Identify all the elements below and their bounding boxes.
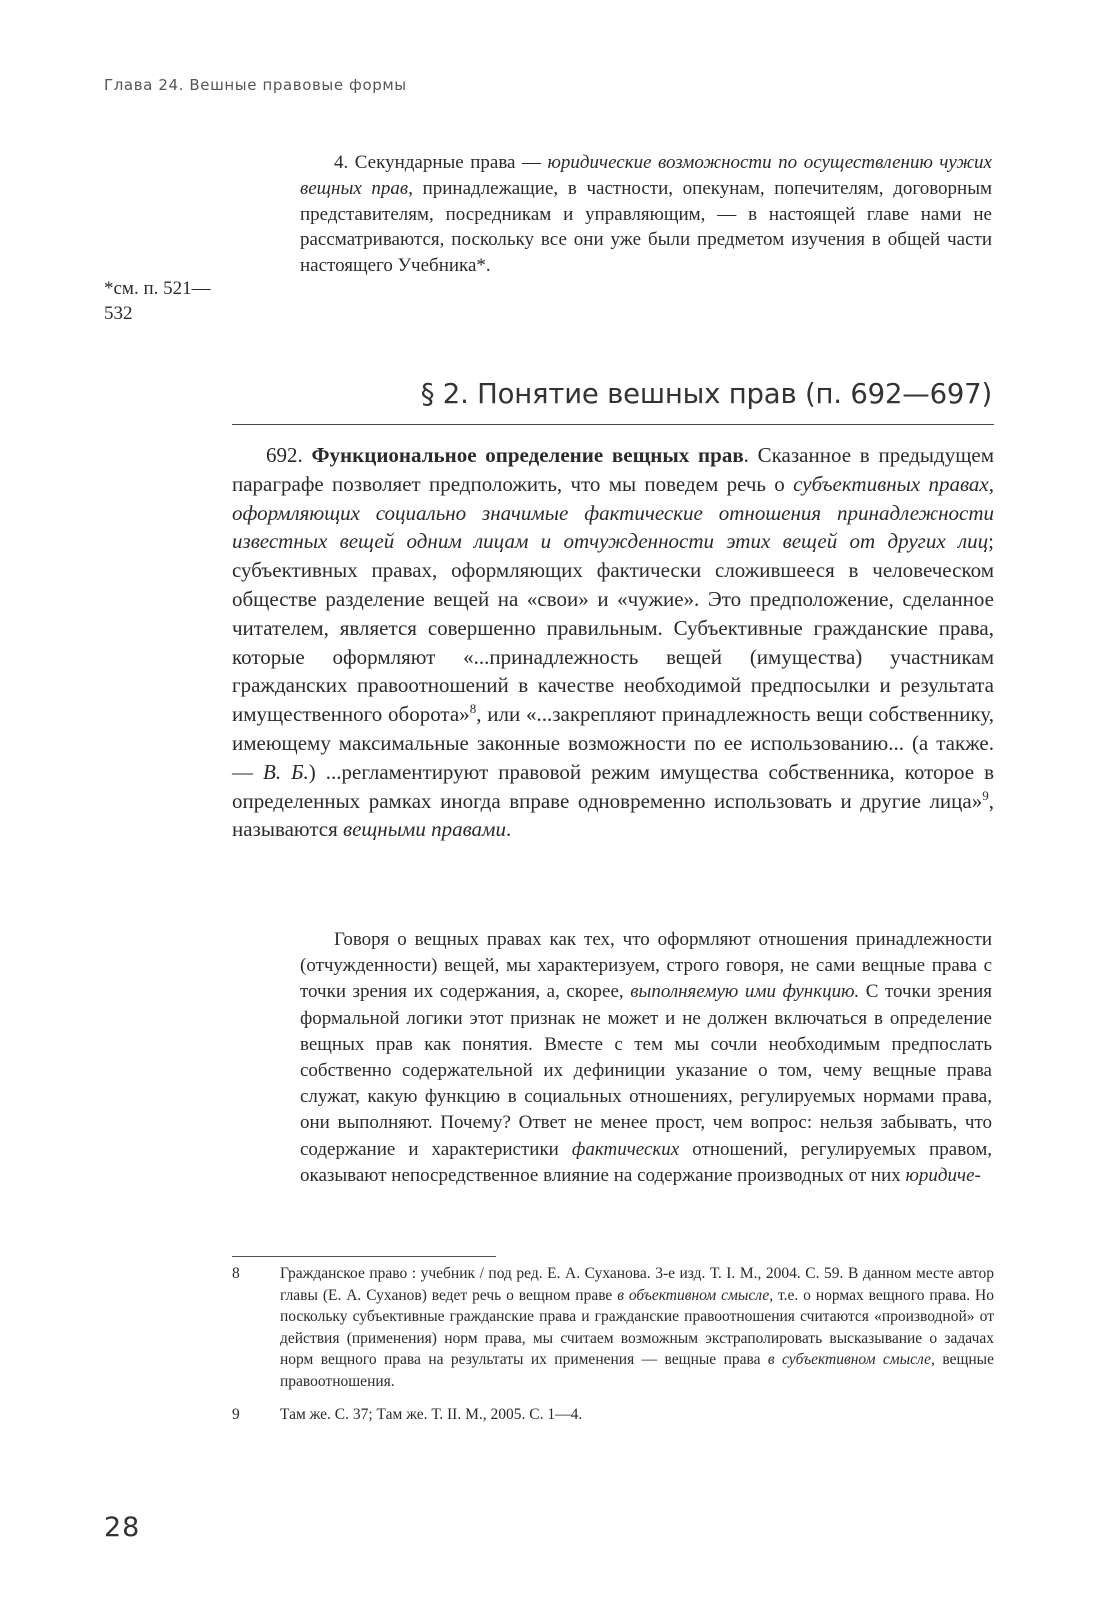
paragraph-text: . Сказанное в предыдущем параграфе позволяет предположить, что мы поведем речь о — [232, 443, 995, 496]
paragraph-text: , называются — [232, 788, 994, 842]
paragraph-text: . — [505, 817, 512, 842]
section-divider — [232, 424, 994, 425]
paragraph-italic: субъективных правах, оформляющих социально значимые фактические отношения принадлежности известных вещей одним лицам и отчужденности этих вещей от других лиц — [232, 471, 994, 554]
author-initials: В. Б. — [263, 759, 309, 784]
footnote-italic: в объективном смысле, — [617, 1286, 774, 1304]
footnote-number: 8 — [232, 1265, 240, 1282]
paragraph-heading: Функциональное определение вещных прав — [311, 443, 744, 467]
paragraph-text: , или «...закрепляют принадлежность вещи собственнику, имеющему максимальные законные возможности по ее использованию... (а также. — — [232, 702, 994, 784]
footnotes — [232, 1263, 994, 1438]
paragraph-italic: фактических — [571, 1138, 680, 1160]
footnote-italic: в субъективном смысле, — [767, 1351, 935, 1368]
footnote-segment: т.е. о нормах вещного права. Но поскольку субъективные гражданские права и гражданские правоотношения считаются «производной» от действия (применения) норм права, мы считаем возможным экстраполировать высказывание о задачах норм вещного права на результаты их применения — вещные права — [280, 1286, 994, 1368]
section-title: § 2. Понятие вешных прав (п. 692—697) — [420, 378, 992, 410]
paragraph-text: отношений, регулируемых правом, оказывают непосредственное влияние на содержание производных от них — [300, 1138, 992, 1186]
footnote-8 — [232, 1263, 994, 1392]
paragraph-italic: вещными правами — [343, 817, 506, 842]
footnote-segment: вещные правоотношения. — [280, 1351, 994, 1390]
para4-lead: 4. Секундарные права — — [334, 152, 548, 173]
footnote-text — [280, 1263, 994, 1392]
footnote-ref-9[interactable]: 9 — [982, 787, 989, 803]
para4-rest: принадлежащие, в частности, опекунам, попечителям, договорным представителям, посредникам и управляющим, — в настоящей главе нами не рассматриваются, поскольку все они уже были предметом изучения в общей части настоящего Учебника*. — [300, 177, 992, 277]
para4-italic: юридические возможности по осуществлению чужих вещных прав, — [300, 152, 992, 199]
running-head: Глава 24. Вешные правовые формы — [104, 76, 407, 94]
footnote-number: 9 — [232, 1406, 240, 1423]
page-number: 28 — [104, 1512, 141, 1543]
footnote-text: Там же. С. 37; Там же. Т. II. М., 2005. С. 1—4. — [280, 1406, 583, 1423]
paragraph-text: ; субъективных правах, оформляющих фактически сложившееся в человеческом обществе разделение вещей на «свои» и «чужие». Это предположение, сделанное читателем, является совершенно правильным. Субъективные гражданские права, которые оформляют «...принадлежность вещей (имущества) участникам гражданских правоотношений в качестве необходимой предпосылки и результата имущественного оборота» — [232, 529, 994, 727]
paragraph-text: ) ...регламентируют правовой режим имущества собственника, которое в определенных рамках иногда вправе одновременно использовать и другие лица» — [232, 759, 995, 813]
footnote-ref-8[interactable]: 8 — [469, 701, 477, 717]
margin-note: *см. п. 521—532 — [104, 278, 211, 324]
footnote-9 — [232, 1404, 994, 1426]
paragraph-italic: юридиче- — [905, 1164, 981, 1186]
paragraph-text: С точки зрения формальной логики этот признак не может и не должен включаться в определение вещных прав как понятия. Вместе с тем мы сочли необходимым предпослать собственно содержательной их дефиниции указание о том, чему вещные права служат, какую функцию в социальных отношениях, регулируемых нормами права, они выполняют. Почему? Ответ не менее прост, чем вопрос: нельзя забывать, что содержание и характеристики — [300, 981, 993, 1160]
paragraph-commentary — [300, 927, 992, 1189]
footnote-divider — [232, 1256, 496, 1257]
paragraph-text: Говоря о вещных правах как тех, что оформляют отношения принадлежности (отчужденности) вещей, мы характеризуем, строго говоря, не сами вещные права с точки зрения их содержания, а, скорее, — [300, 929, 992, 1003]
paragraph-secondary-rights — [300, 150, 992, 279]
paragraph-italic: выполняемую ими функцию. — [630, 981, 860, 1003]
footnote-segment: Гражданское право : учебник / под ред. Е. А. Суханова. 3-е изд. Т. I. М., 2004. С. 59. В данном месте автор главы (Е. А. Суханов) ведет речь о вещном праве — [280, 1265, 994, 1304]
paragraph-number: 692. — [266, 443, 303, 467]
paragraph-692 — [232, 441, 994, 844]
